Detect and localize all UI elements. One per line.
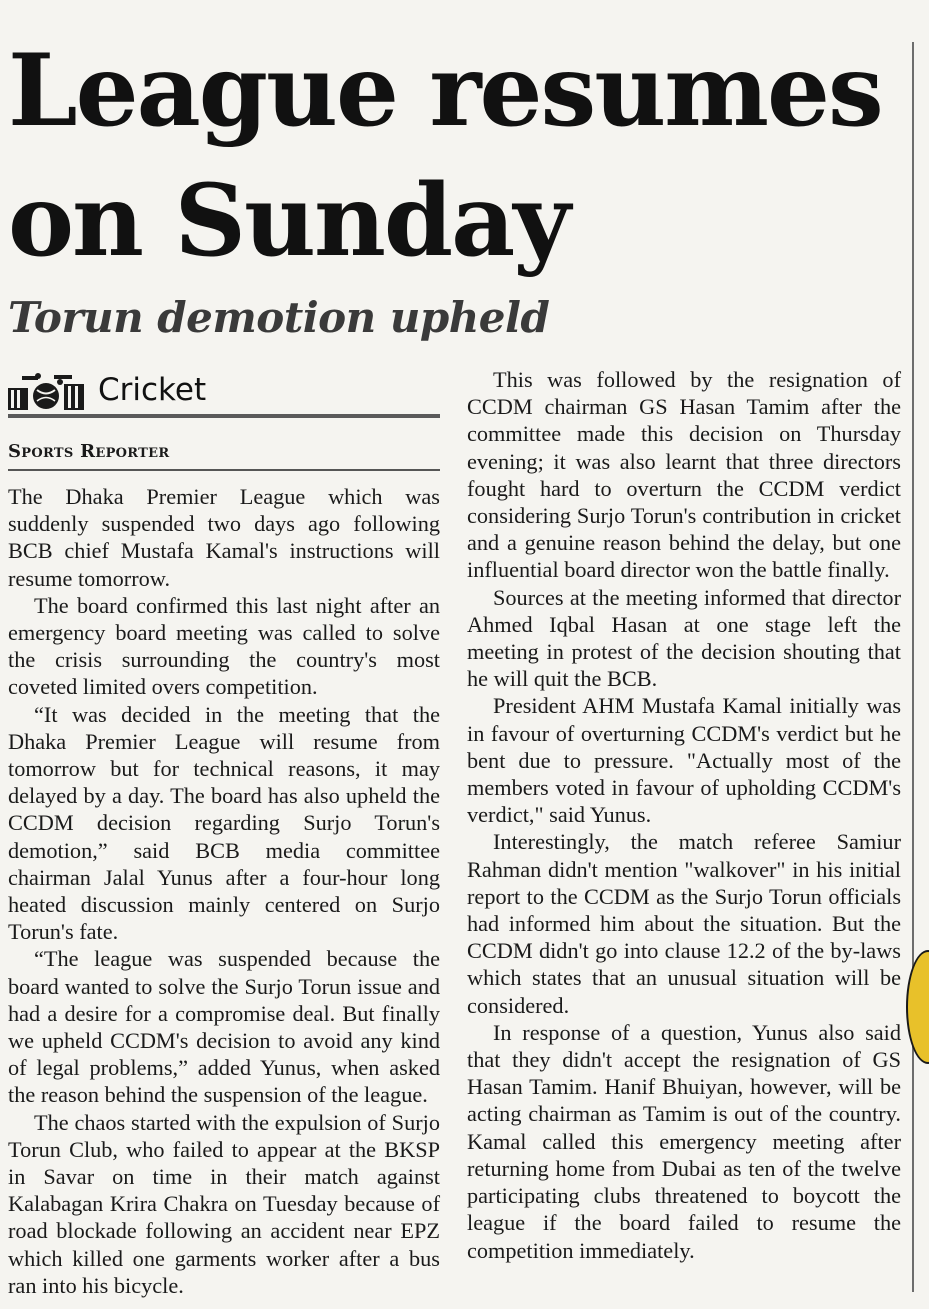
paragraph: In response of a question, Yunus also said that they didn't accept the resignation of GS Hasan Tamim. Hanif Bhuiyan, however, will be acting chairman as Tamim is out of the country. Kamal called this emergency meeting after returning home from Dubai as ten of the twelve participating clubs threatened to boycott the league if the board failed to resume the competition immediately. — [467, 1019, 901, 1263]
cricket-icon — [8, 370, 90, 410]
article-column-left — [8, 483, 440, 1299]
paragraph: The Dhaka Premier League which was suddenly suspended two days ago following BCB chief Mustafa Kamal's instructions will resume tomorrow. — [8, 484, 440, 591]
headline-line-2: on Sunday — [8, 163, 569, 279]
paragraph: Interestingly, the match referee Samiur Rahman didn't mention "walkover" in his initial report to the CCDM as the Surjo Torun officials had informed him about the situation. But the CCDM didn't go into clause 12.2 of the by-laws which states that an unusual situation will be considered. — [467, 829, 901, 1018]
column-rule — [912, 42, 914, 1292]
paragraph: “The league was suspended because the board wanted to solve the Surjo Torun issue and had a desire for a compromise deal. But finally we upheld CCDM's decision to avoid any kind of legal problems,” added Yunus, when asked the reason behind the suspension of the league. — [8, 946, 440, 1108]
paragraph: President AHM Mustafa Kamal initially was in favour of overturning CCDM's verdict but he bent due to pressure. "Actually most of the members voted in favour of upholding CCDM's verdict," said Yunus. — [467, 693, 901, 828]
article-column-right — [467, 366, 901, 1264]
section-label: Cricket — [98, 372, 207, 408]
paragraph: Sources at the meeting informed that director Ahmed Iqbal Hasan at one stage left the meeting in protest of the decision shouting that he will quit the BCB. — [467, 584, 901, 692]
paragraph: The chaos started with the expulsion of Surjo Torun Club, who failed to appear at the BKSP in Savar on time in their match against Kalabagan Krira Chakra on Tuesday because of road blockade following an accident near EPZ which killed one garments worker after a bus ran into his bicycle. — [8, 1109, 440, 1298]
paragraph: This was followed by the resignation of CCDM chairman GS Hasan Tamim after the committee made this decision on Thursday evening; it was also learnt that three directors fought hard to overturn the CCDM verdict considering Surjo Torun's contribution in cricket and a genuine reason behind the delay, but one influential board director won the battle finally. — [467, 367, 901, 583]
byline: Sports Reporter — [8, 437, 440, 471]
section-tag — [8, 362, 440, 418]
edge-ornament — [906, 950, 929, 1064]
paragraph: “It was decided in the meeting that the Dhaka Premier League will resume from tomorrow but for technical reasons, it may delayed by a day. The board has also upheld the CCDM decision regarding Surjo Torun's demotion,” said BCB media committee chairman Jalal Yunus after a four-hour long heated discussion mainly centered on Surjo Torun's fate. — [8, 701, 440, 945]
headline-line-1: League resumes — [8, 33, 882, 149]
paragraph: The board confirmed this last night after an emergency board meeting was called to solve the crisis surrounding the country's most coveted limited overs competition. — [8, 592, 440, 700]
subheadline: Torun demotion upheld — [8, 293, 550, 342]
headline — [8, 26, 908, 286]
